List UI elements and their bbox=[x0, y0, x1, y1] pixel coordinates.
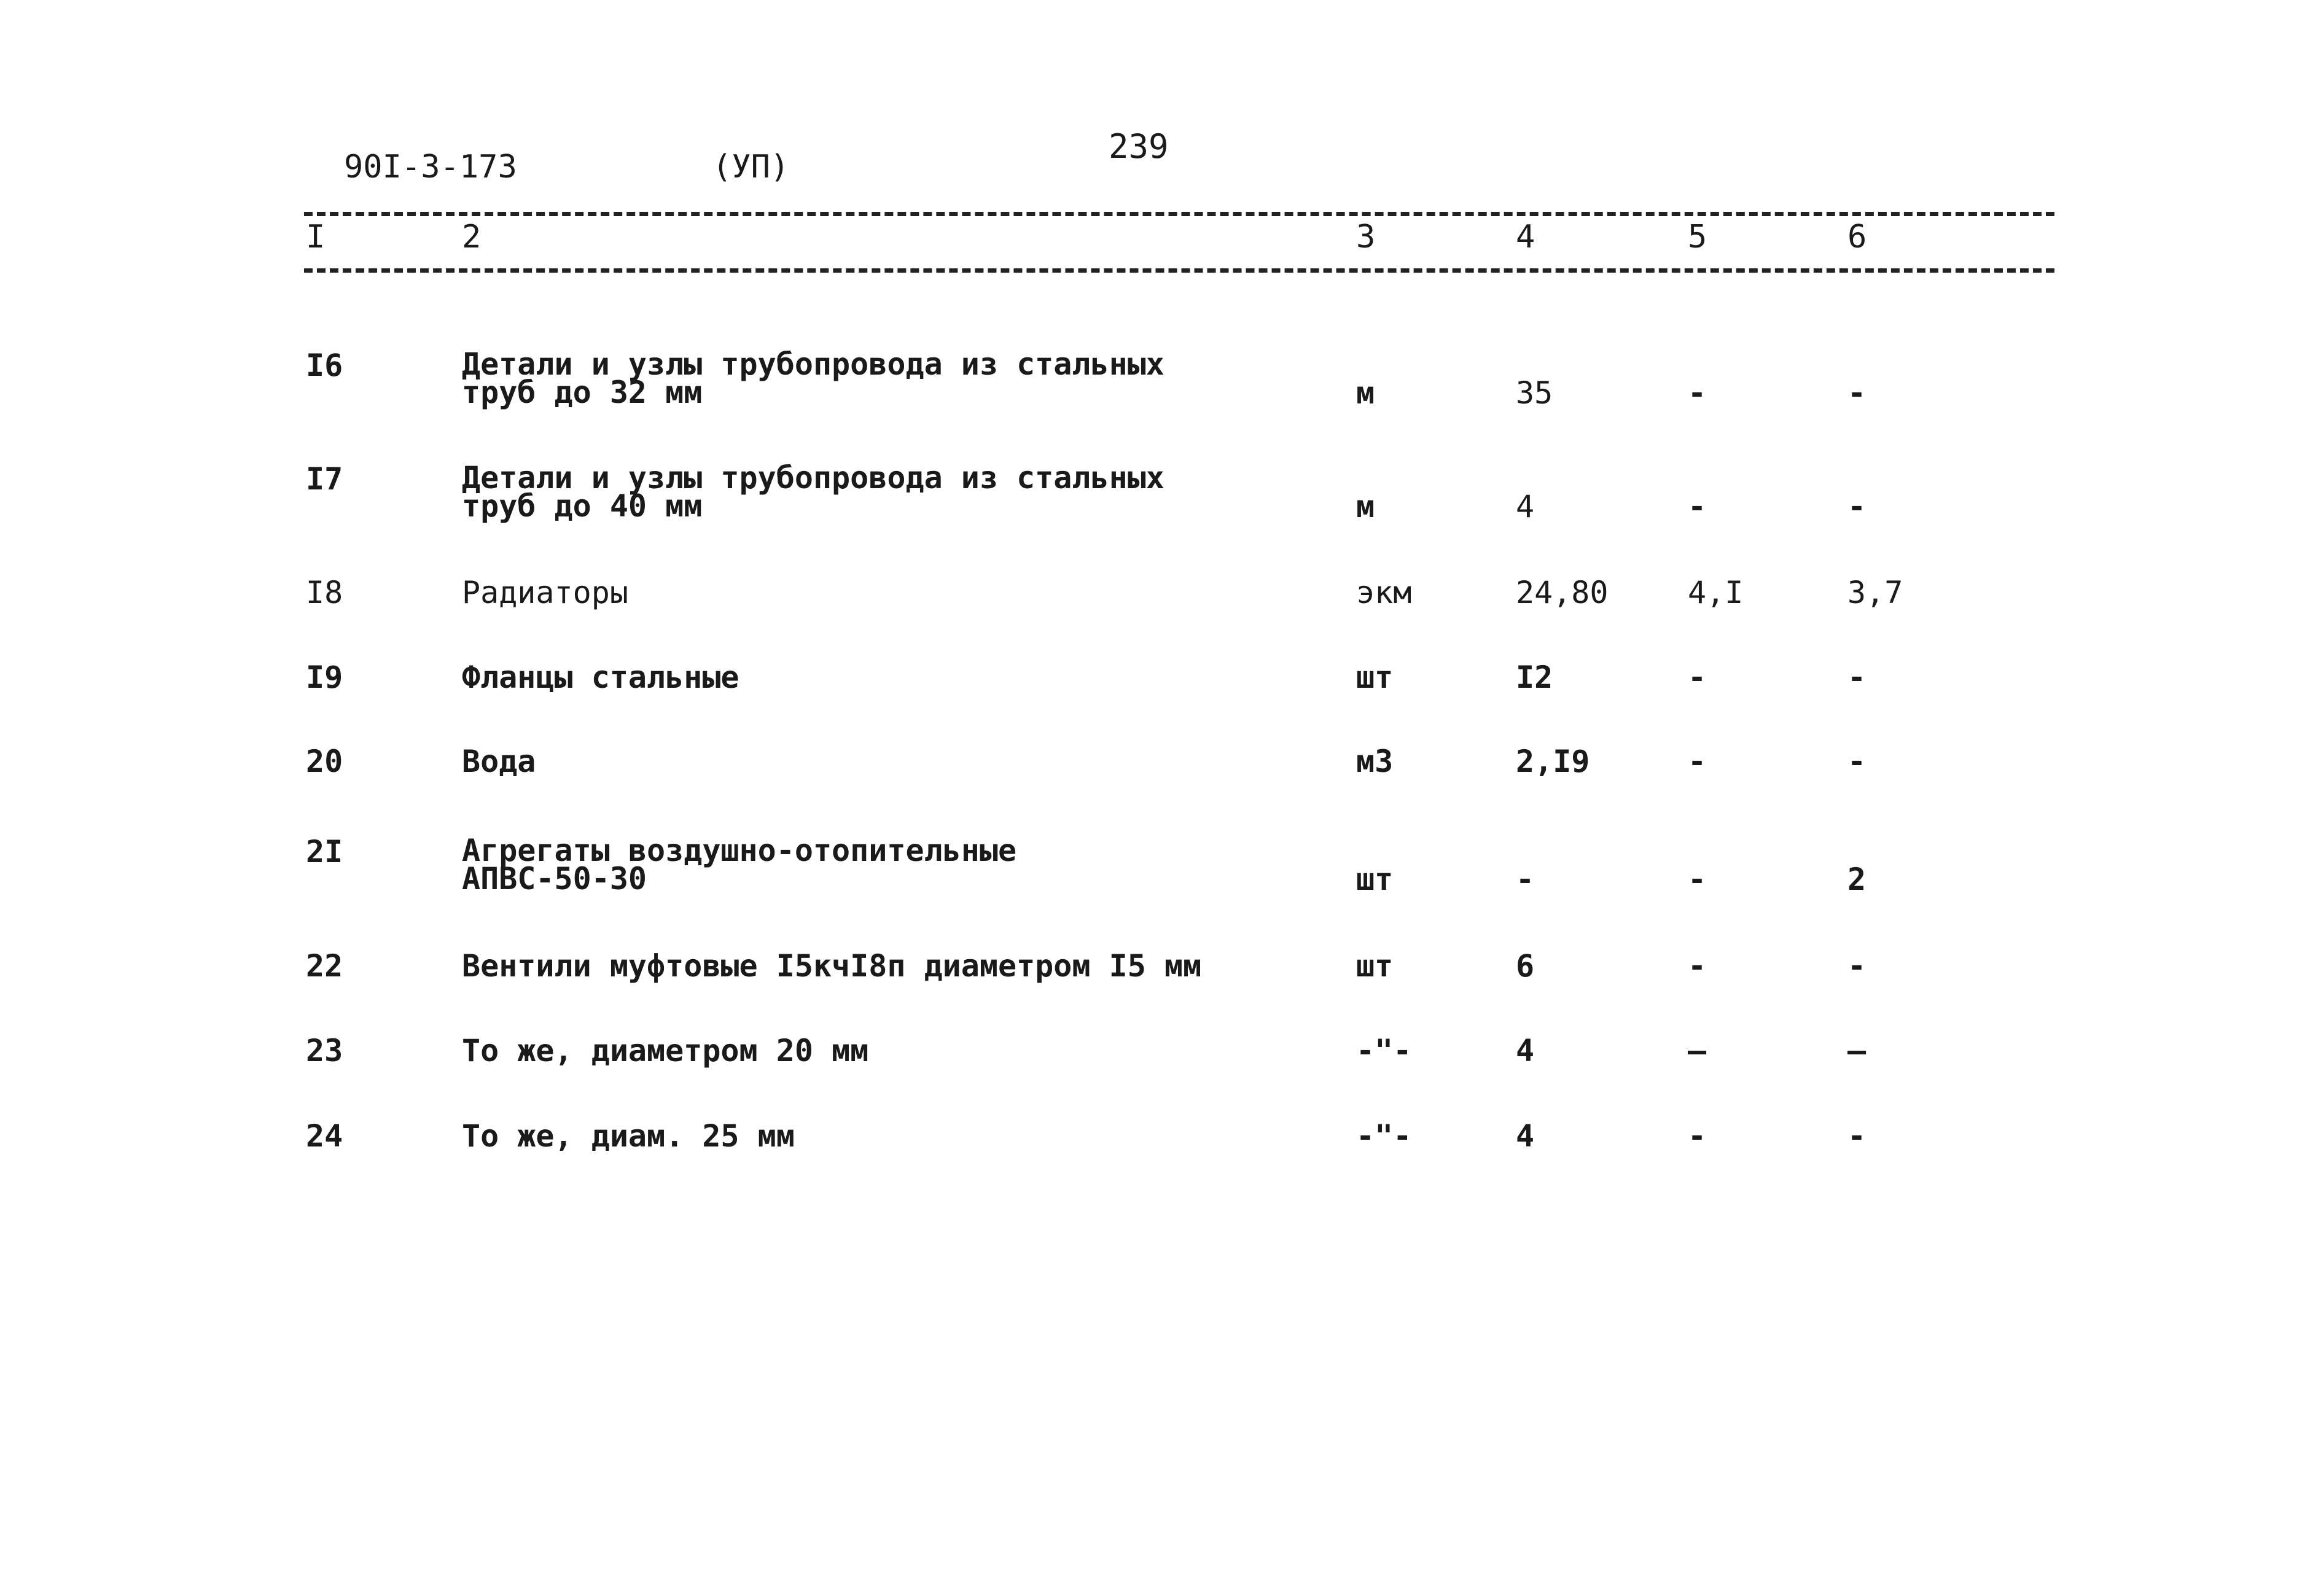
column-header-3: 3 bbox=[1356, 219, 1376, 255]
row-description: Агрегаты воздушно-отопительные АПВС-50-30 bbox=[462, 833, 1017, 897]
row-number: 23 bbox=[306, 1033, 343, 1069]
row-col4: 4 bbox=[1516, 1118, 1535, 1154]
row-number: I6 bbox=[306, 348, 343, 383]
row-col4: 6 bbox=[1516, 948, 1535, 984]
row-col5: — bbox=[1688, 1033, 1707, 1069]
row-col4: I2 bbox=[1516, 660, 1553, 695]
row-number: I8 bbox=[306, 575, 343, 610]
row-unit: -"- bbox=[1356, 1033, 1412, 1069]
row-col4: 2,I9 bbox=[1516, 744, 1590, 779]
column-header-4: 4 bbox=[1516, 219, 1535, 255]
row-col4: - bbox=[1516, 862, 1535, 897]
row-unit: шт bbox=[1356, 948, 1394, 984]
column-header-2: 2 bbox=[462, 219, 482, 255]
row-col4: 24,80 bbox=[1516, 575, 1609, 610]
row-col6: — bbox=[1847, 1033, 1867, 1069]
row-description: Фланцы стальные bbox=[462, 660, 739, 695]
header-rule-top bbox=[304, 212, 2054, 216]
row-col5: 4,I bbox=[1688, 575, 1744, 610]
column-header-5: 5 bbox=[1688, 219, 1707, 255]
row-col6: - bbox=[1847, 489, 1867, 524]
row-number: I7 bbox=[306, 461, 343, 497]
row-col6: - bbox=[1847, 660, 1867, 695]
row-number: 24 bbox=[306, 1118, 343, 1154]
row-description: Вода bbox=[462, 744, 536, 779]
row-col5: - bbox=[1688, 1118, 1707, 1154]
row-unit: шт bbox=[1356, 660, 1394, 695]
row-col6: - bbox=[1847, 375, 1867, 411]
row-unit: м3 bbox=[1356, 744, 1394, 779]
row-col4: 35 bbox=[1516, 375, 1553, 411]
row-description: Детали и узлы трубопровода из стальных труб до 40 мм bbox=[462, 460, 1164, 524]
row-col6: 2 bbox=[1847, 862, 1867, 897]
row-col6: - bbox=[1847, 948, 1867, 984]
row-col5: - bbox=[1688, 660, 1707, 695]
row-col6: 3,7 bbox=[1847, 575, 1903, 610]
row-unit: экм bbox=[1356, 575, 1412, 610]
row-unit: шт bbox=[1356, 862, 1394, 897]
row-col5: - bbox=[1688, 744, 1707, 779]
row-number: 22 bbox=[306, 948, 343, 984]
row-number: 2I bbox=[306, 834, 343, 870]
row-col5: - bbox=[1688, 489, 1707, 524]
row-col6: - bbox=[1847, 744, 1867, 779]
row-description: Вентили муфтовые I5кчI8п диаметром I5 мм bbox=[462, 948, 1202, 984]
row-col5: - bbox=[1688, 375, 1707, 411]
row-unit: -"- bbox=[1356, 1118, 1412, 1154]
document-code: 90I-3-173 bbox=[344, 149, 517, 185]
row-description: Детали и узлы трубопровода из стальных труб до 32 мм bbox=[462, 346, 1164, 410]
row-number: 20 bbox=[306, 744, 343, 779]
row-col4: 4 bbox=[1516, 1033, 1535, 1069]
row-description: То же, диаметром 20 мм bbox=[462, 1033, 869, 1069]
page-number: 239 bbox=[1109, 127, 1169, 166]
row-unit: м bbox=[1356, 375, 1375, 411]
row-number: I9 bbox=[306, 660, 343, 695]
row-unit: м bbox=[1356, 489, 1375, 524]
document-mark: (УП) bbox=[712, 149, 790, 185]
row-col5: - bbox=[1688, 862, 1707, 897]
row-col6: - bbox=[1847, 1118, 1867, 1154]
row-col5: - bbox=[1688, 948, 1707, 984]
row-description: То же, диам. 25 мм bbox=[462, 1118, 795, 1154]
column-header-1: I bbox=[306, 219, 326, 255]
row-col4: 4 bbox=[1516, 489, 1535, 524]
row-description: Радиаторы bbox=[462, 575, 628, 610]
column-header-6: 6 bbox=[1847, 219, 1867, 255]
header-rule-bottom bbox=[304, 268, 2054, 273]
